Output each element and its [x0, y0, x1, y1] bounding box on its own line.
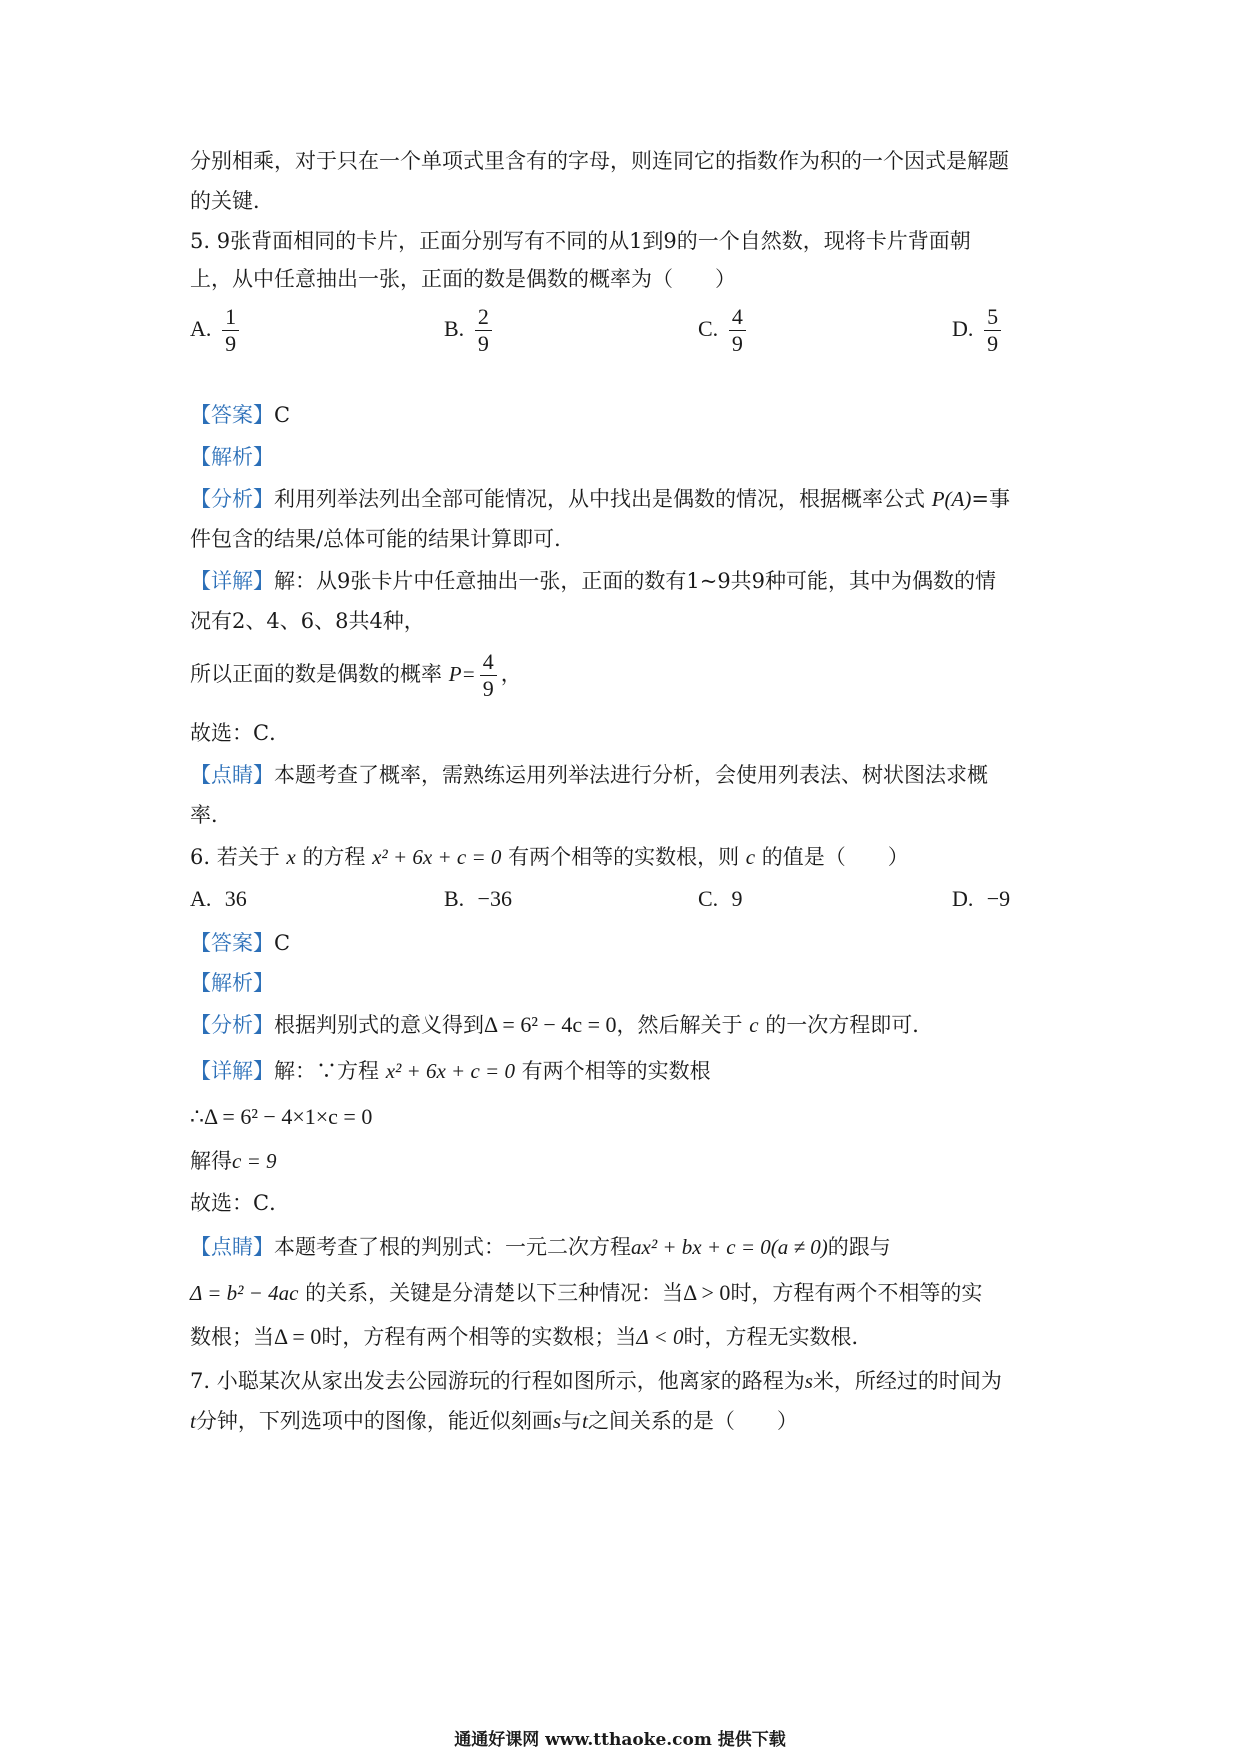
- q6-fenxi: 【分析】根据判别式的意义得到Δ = 6² − 4c = 0，然后解关于 c 的一次方程即可．: [190, 1012, 934, 1037]
- question-5-stem: 5. 9张背面相同的卡片，正面分别写有不同的从1到9的一个自然数，现将卡片背面朝: [190, 229, 971, 253]
- q5-fenxi-cont: 件包含的结果/总体可能的结果计算即可．: [190, 527, 576, 551]
- q6-option-c: C. 9: [698, 886, 743, 911]
- q5-option-b: B. $\frac{2}{9}$: [444, 304, 496, 357]
- text-line: 的关键．: [190, 189, 274, 213]
- q6-option-b: B. −36: [444, 886, 512, 911]
- q6-dianjing-cont: Δ = b² − 4ac 的关系，关键是分清楚以下三种情况：当Δ > 0时，方程有两个不相等的实: [190, 1280, 983, 1305]
- q5-detail: 【详解】解：从9张卡片中任意抽出一张，正面的数有1~9共9种可能，其中为偶数的情: [190, 569, 997, 593]
- q6-dianjing-cont: 数根；当Δ = 0时，方程有两个相等的实数根；当Δ < 0时，方程无实数根．: [190, 1324, 873, 1349]
- q6-analysis-heading: 【解析】: [190, 971, 274, 995]
- fraction: $\frac{5}{9}$: [984, 304, 1001, 357]
- q5-dianjing: 【点睛】本题考查了概率，需熟练运用列举法进行分析，会使用列表法、树状图法求概: [190, 763, 988, 787]
- page-footer: 通通好课网 www.tthaoke.com 提供下载: [454, 1730, 786, 1750]
- q6-option-d: D. −9: [952, 886, 1011, 911]
- question-6-stem: 6. 若关于 x 的方程 x² + 6x + c = 0 有两个相等的实数根，则 c 的值是（ ）: [190, 845, 909, 869]
- fraction: $\frac{1}{9}$: [222, 304, 239, 357]
- q5-dianjing-cont: 率．: [190, 803, 232, 827]
- q6-solve: 解得c = 9: [190, 1149, 277, 1173]
- q5-answer: 【答案】C: [190, 403, 291, 427]
- q5-option-d: D. $\frac{5}{9}$: [952, 304, 1005, 357]
- question-7-stem: 7. 小聪某次从家出发去公园游玩的行程如图所示，他离家的路程为s米，所经过的时间为: [190, 1369, 1002, 1393]
- question-5-stem: 上，从中任意抽出一张，正面的数是偶数的概率为（ ）: [190, 267, 736, 291]
- fraction: $\frac{2}{9}$: [475, 304, 492, 357]
- q6-choice: 故选：C．: [190, 1191, 291, 1215]
- q6-detail: 【详解】解：∵方程 x² + 6x + c = 0 有两个相等的实数根: [190, 1059, 711, 1083]
- fraction: $\frac{4}{9}$: [480, 649, 497, 702]
- question-7-stem: t分钟，下列选项中的图像，能近似刻画s与t之间关系的是（ ）: [190, 1409, 798, 1433]
- q5-probability: 所以正面的数是偶数的概率 P= $\frac{4}{9}$ ，: [190, 649, 522, 701]
- q6-option-a: A. 36: [190, 886, 247, 911]
- q6-answer: 【答案】C: [190, 931, 291, 955]
- q6-dianjing: 【点睛】本题考查了根的判别式：一元二次方程ax² + bx + c = 0(a ≠ 0)的跟与: [190, 1235, 891, 1259]
- q5-option-a: A. $\frac{1}{9}$: [190, 304, 243, 357]
- fraction: $\frac{4}{9}$: [729, 304, 746, 357]
- q5-detail-cont: 况有2、4、6、8共4种，: [190, 609, 425, 633]
- q5-fenxi: 【分析】利用列举法列出全部可能情况，从中找出是偶数的情况，根据概率公式 P(A)=事: [190, 487, 1010, 511]
- q6-therefore: ∴Δ = 6² − 4×1×c = 0: [190, 1104, 373, 1129]
- q5-analysis-heading: 【解析】: [190, 445, 274, 469]
- q5-choice: 故选：C．: [190, 721, 291, 745]
- q5-option-c: C. $\frac{4}{9}$: [698, 304, 750, 357]
- text-line: 分别相乘，对于只在一个单项式里含有的字母，则连同它的指数作为积的一个因式是解题: [190, 149, 1009, 173]
